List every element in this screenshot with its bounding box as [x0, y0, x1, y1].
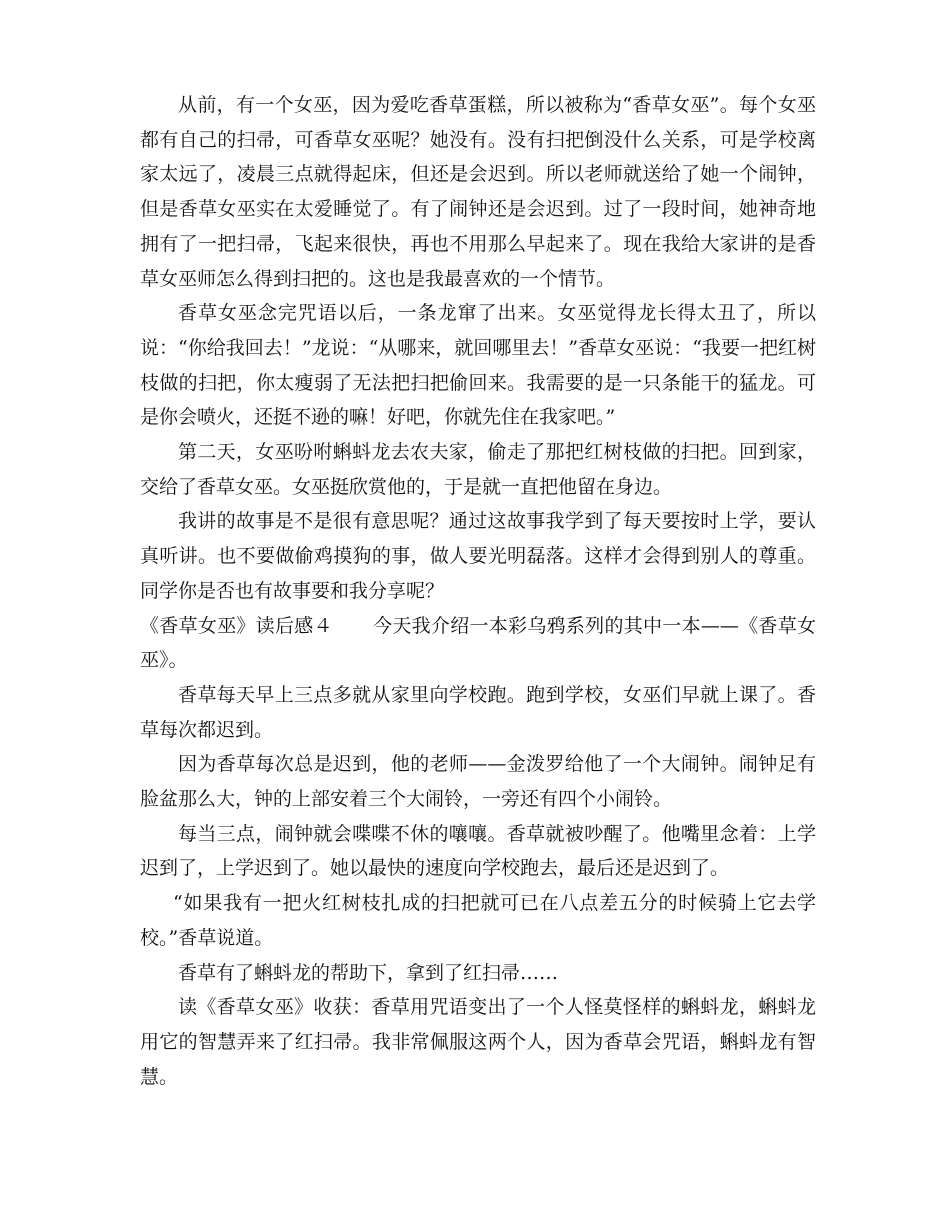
section-title: 《香草女巫》读后感４ — [140, 614, 333, 637]
section-heading-line — [140, 609, 816, 678]
paragraph-takeaway: 读《香草女巫》收获：香草用咒语变出了一个人怪莫怪样的蝌蚪龙，蝌蚪龙用它的智慧弄来了红扫帚。我非常佩服这两个人，因为香草会咒语，蝌蚪龙有智慧。 — [140, 996, 816, 1088]
document-page — [140, 88, 816, 1094]
paragraph-lesson: 我讲的故事是不是很有意思呢？通过这故事我学到了每天要按时上学，要认真听讲。也不要做偷鸡摸狗的事，做人要光明磊落。这样才会得到别人的尊重。同学你是否也有故事要和我分享呢？ — [140, 510, 816, 602]
paragraph-alarm-clock: 因为香草每次总是迟到，他的老师——金泼罗给他了一个大闹钟。闹钟足有脸盆那么大，钟的上部安着三个大闹铃，一旁还有四个小闹铃。 — [140, 753, 816, 811]
paragraph-red-broom: 香草有了蝌蚪龙的帮助下，拿到了红扫帚…… — [178, 961, 559, 984]
paragraph-three-oclock: 每当三点，闹钟就会喋喋不休的嚷嚷。香草就被吵醒了。他嘴里念着：上学迟到了，上学迟到了。她以最快的速度向学校跑去，最后还是迟到了。 — [140, 822, 816, 880]
paragraph-late-every-day: 香草每天早上三点多就从家里向学校跑。跑到学校，女巫们早就上课了。香草每次都迟到。 — [140, 683, 816, 741]
paragraph-dragon-appears: 香草女巫念完咒语以后，一条龙窜了出来。女巫觉得龙长得太丑了，所以说：“你给我回去！”龙说：“从哪来，就回哪里去！”香草女巫说：“我要一把红树枝做的扫把，你太瘦弱了无法把扫把偷回来。我需要的是一只条能干的猛龙。可是你会喷火，还挺不逊的嘛！好吧，你就先住在我家吧。” — [140, 302, 816, 429]
paragraph-intro-story: 从前，有一个女巫，因为爱吃香草蛋糕，所以被称为“香草女巫”。每个女巫都有自己的扫帚，可香草女巫呢？她没有。没有扫把倒没什么关系，可是学校离家太远了，凌晨三点就得起床，但还是会迟到。所以老师就送给了她一个闹钟，但是香草女巫实在太爱睡觉了。有了闹钟还是会迟到。过了一段时间，她神奇地拥有了一把扫帚，飞起来很快，再也不用那么早起来了。现在我给大家讲的是香草女巫师怎么得到扫把的。这也是我最喜欢的一个情节。 — [140, 94, 816, 290]
paragraph-quote: “如果我有一把火红树枝扎成的扫把就可已在八点差五分的时候骑上它去学校。”香草说道。 — [140, 892, 816, 949]
section-intro: 今天我介绍一本彩乌鸦系列的其中一本——《香草女巫》。 — [140, 614, 816, 672]
paragraph-next-day: 第二天，女巫吩咐蝌蚪龙去农夫家，偷走了那把红树枝做的扫把。回到家，交给了香草女巫。女巫挺欣赏他的，于是就一直把他留在身边。 — [140, 441, 816, 498]
